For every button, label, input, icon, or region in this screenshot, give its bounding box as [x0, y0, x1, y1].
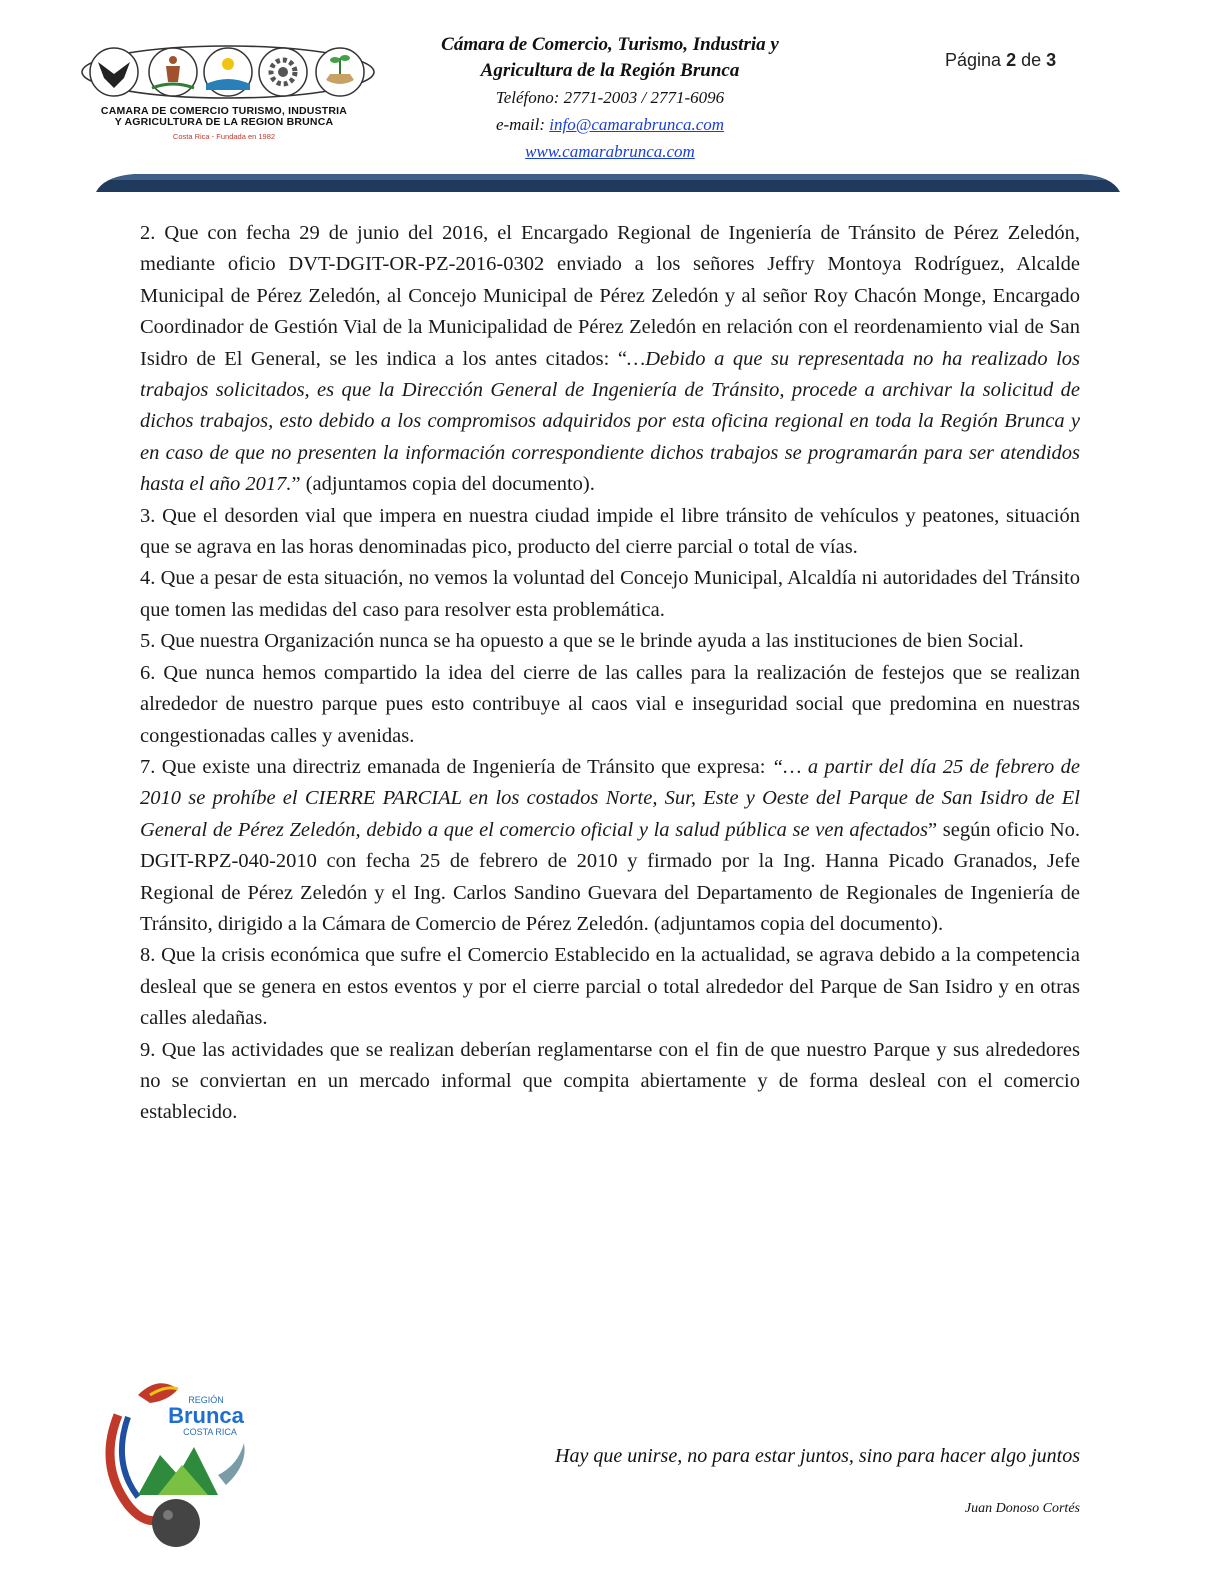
chamber-logo [74, 44, 374, 148]
header-divider-band [96, 166, 1120, 194]
chamber-emblem-icons [78, 44, 378, 100]
footer-motto: Hay que unirse, no para estar juntos, sino para hacer algo juntos [555, 1445, 1080, 1467]
logo-caption-line1: CAMARA DE COMERCIO TURISMO, INDUSTRIA [100, 105, 348, 117]
phone-label: Teléfono: [495, 88, 560, 107]
brunca-region-label: REGIÓN [188, 1395, 224, 1405]
email-line [380, 111, 840, 138]
brunca-name-label: Brunca [168, 1403, 244, 1428]
point-3: 3. Que el desorden vial que impera en nuestra ciudad impide el libre tránsito de vehículos y peatones, situación que se agrava en las horas denominadas pico, producto del cierre parcial o total de vías. [140, 504, 1080, 559]
email-link[interactable]: info@camarabrunca.com [549, 115, 725, 134]
logo-founded: Costa Rica - Fundada en 1982 [172, 132, 276, 141]
region-brunca-logo [98, 1355, 258, 1555]
page-prefix: Página [945, 50, 1002, 70]
point-7-quote: “… a partir del día 25 de febrero de 2010 se prohíbe el CIERRE PARCIAL en los costados Norte, Sur, Este y Oeste del Parque de San Isidro de El General de Pérez Zeledón, debido a que el comercio oficial y la salud pública se ven afectados [140, 755, 1080, 841]
farmer-icon [149, 48, 197, 96]
website-line [380, 138, 840, 165]
point-7 [140, 752, 1080, 940]
point-2-text: 2. Que con fecha 29 de junio del 2016, el Encargado Regional de Ingeniería de Tránsito de Pérez Zeledón, mediante oficio DVT-DGIT-OR-PZ-2016-0302 enviado a los señores Jeffry Montoya Rodríguez, Alcalde Municipal de Pérez Zeledón, al Concejo Municipal de Pérez Zeledón y al señor Roy Chacón Monge, Encargado Coordinador de Gestión Vial de la Municipalidad de Pérez Zeledón en relación con el reordenamiento vial de San Isidro de El General, se les indica a los antes citados: “ [140, 222, 1080, 370]
website-link[interactable]: www.camarabrunca.com [525, 142, 695, 161]
point-5: 5. Que nuestra Organización nunca se ha opuesto a que se le brinde ayuda a las instituciones de bien Social. [140, 630, 1024, 653]
logo-caption-line2: Y AGRICULTURA DE LA REGION BRUNCA [114, 116, 334, 128]
letterhead [380, 32, 840, 165]
email-label: e-mail: [495, 115, 546, 134]
point-2-closing: ” (adjuntamos copia del documento). [291, 473, 595, 496]
tourism-icon [204, 48, 252, 96]
page-of: de [1021, 50, 1042, 70]
point-2-quote: …Debido a que su representada no ha realizado los trabajos solicitados, es que la Dirección General de Ingeniería de Tránsito, procede a archivar la solicitud de dichos trabajos, esto debido a los compromisos adquiridos por esta oficina regional en toda la Región Brunca y en caso de que no presenten la información correspondiente dichos trabajos se programarán para ser atendidos hasta el año 2017. [140, 347, 1080, 496]
gear-icon [259, 48, 307, 96]
point-7-text: 7. Que existe una directriz emanada de Ingeniería de Tránsito que expresa: [140, 755, 772, 778]
point-4: 4. Que a pesar de esta situación, no vemos la voluntad del Concejo Municipal, Alcaldía ni autoridades del Tránsito que tomen las medidas del caso para resolver esta problemática. [140, 567, 1080, 621]
commerce-icon [316, 48, 364, 96]
logo-caption [74, 106, 374, 128]
org-name-line2: Agricultura de la Región Brunca [480, 60, 740, 81]
page-total: 3 [1046, 50, 1057, 70]
letter-body [140, 218, 1080, 1129]
point-6: 6. Que nunca hemos compartido la idea del cierre de las calles para la realización de festejos que se realizan alrededor de nuestro parque pues esto contribuye al caos vial e inseguridad social que predomina en nuestras congestionadas calles y avenidas. [140, 661, 1080, 747]
point-7-closing: ” según oficio No. DGIT-RPZ-040-2010 con fecha 25 de febrero de 2010 y firmado por la Ing. Hanna Picado Granados, Jefe Regional de Pérez Zeledón y el Ing. Carlos Sandino Guevara del Departamento de Regionales de Ingeniería de Tránsito, dirigido a la Cámara de Comercio de Pérez Zeledón. (adjuntamos copia del documento). [140, 818, 1081, 935]
page-current: 2 [1006, 50, 1017, 70]
org-name-line1: Cámara de Comercio, Turismo, Industria y [441, 34, 779, 55]
footer-motto-author: Juan Donoso Cortés [964, 1501, 1080, 1516]
page-number [945, 50, 1056, 71]
point-9: 9. Que las actividades que se realizan deberían reglamentarse con el fin de que nuestro Parque y sus alrededores no se conviertan en un mercado informal que compita abiertamente y de forma desleal con el comercio establecido. [140, 1038, 1080, 1124]
brunca-country-label: COSTA RICA [183, 1427, 237, 1437]
eagle-emblem-icon [90, 48, 138, 96]
phone-number: 2771-2003 / 2771-6096 [563, 88, 725, 107]
point-2 [140, 218, 1080, 501]
phone-line [380, 84, 840, 111]
point-8: 8. Que la crisis económica que sufre el Comercio Establecido en la actualidad, se agrava debido a la competencia desleal que se genera en estos eventos y por el cierre parcial o total alrededor del Parque de San Isidro y en otras calles aledañas. [140, 944, 1080, 1030]
